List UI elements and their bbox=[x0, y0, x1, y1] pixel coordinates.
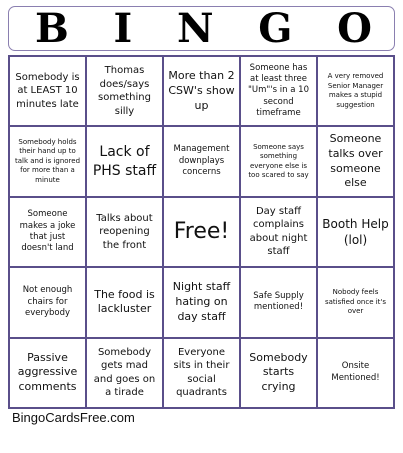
cell-text: A very removed Senior Manager makes a stupid suggestion bbox=[327, 72, 384, 109]
bingo-cell-r3-c5[interactable] bbox=[317, 197, 394, 267]
cell-text: Somebody is at LEAST 10 minutes late bbox=[15, 71, 80, 110]
bingo-cell-r3-c1[interactable] bbox=[9, 197, 86, 267]
bingo-cell-r4-c4[interactable] bbox=[240, 267, 317, 337]
cell-text: Someone makes a joke that just doesn't land bbox=[19, 209, 76, 254]
cell-text: Passive aggressive comments bbox=[17, 350, 78, 394]
cell-text: Everyone sits in their social quadrants bbox=[173, 346, 230, 399]
cell-text: Somebody starts crying bbox=[249, 350, 308, 394]
header-letter-n: N bbox=[176, 4, 214, 52]
bingo-cell-r5-c2[interactable] bbox=[86, 338, 163, 408]
bingo-cell-free[interactable] bbox=[163, 197, 240, 267]
cell-text: Someone talks over someone else bbox=[328, 131, 383, 190]
cell-text: The food is lackluster bbox=[94, 287, 155, 316]
bingo-cell-r1-c2[interactable] bbox=[86, 56, 163, 126]
bingo-cell-r4-c5[interactable] bbox=[317, 267, 394, 337]
cell-text: Nobody feels satisfied once it's over bbox=[324, 288, 387, 316]
header-letter-i: I bbox=[113, 4, 133, 52]
bingo-cell-r2-c4[interactable] bbox=[240, 126, 317, 196]
bingo-cell-r4-c1[interactable] bbox=[9, 267, 86, 337]
bingo-cell-r5-c3[interactable] bbox=[163, 338, 240, 408]
bingo-header bbox=[8, 6, 395, 51]
cell-text: Someone says something everyone else is too scared to say bbox=[248, 142, 309, 180]
bingo-cell-r2-c1[interactable] bbox=[9, 126, 86, 196]
cell-text: Somebody holds their hand up to talk and is ignored for more than a minute bbox=[14, 138, 81, 184]
header-letter-b: B bbox=[35, 4, 69, 52]
cell-text: Someone has at least three "Um"'s in a 10 second timeframe bbox=[248, 62, 309, 119]
bingo-cell-r2-c2[interactable] bbox=[86, 126, 163, 196]
cell-text: Lack of PHS staff bbox=[92, 143, 157, 179]
bingo-cell-r4-c3[interactable] bbox=[163, 267, 240, 337]
bingo-cell-r3-c2[interactable] bbox=[86, 197, 163, 267]
bingo-cell-r5-c4[interactable] bbox=[240, 338, 317, 408]
bingo-cell-r5-c5[interactable] bbox=[317, 338, 394, 408]
bingo-cell-r5-c1[interactable] bbox=[9, 338, 86, 408]
free-space-text: Free! bbox=[173, 219, 230, 245]
bingo-grid bbox=[8, 55, 395, 409]
bingo-cell-r1-c5[interactable] bbox=[317, 56, 394, 126]
site-credit: BingoCardsFree.com bbox=[12, 410, 135, 425]
cell-text: Not enough chairs for everybody bbox=[22, 285, 73, 319]
bingo-cell-r4-c2[interactable] bbox=[86, 267, 163, 337]
header-letter-o: O bbox=[337, 4, 372, 52]
cell-text: Onsite Mentioned! bbox=[331, 361, 380, 383]
bingo-cell-r1-c4[interactable] bbox=[240, 56, 317, 126]
cell-text: Management downplays concerns bbox=[173, 144, 230, 178]
cell-text: Booth Help (lol) bbox=[322, 216, 389, 247]
cell-text: More than 2 CSW's show up bbox=[168, 68, 235, 112]
bingo-cell-r1-c3[interactable] bbox=[163, 56, 240, 126]
cell-text: Day staff complains about night staff bbox=[249, 205, 308, 258]
header-letter-g: G bbox=[258, 4, 293, 52]
cell-text: Talks about reopening the front bbox=[96, 212, 153, 251]
cell-text: Thomas does/says something silly bbox=[98, 65, 151, 117]
cell-text: Somebody gets mad and goes on a tirade bbox=[93, 346, 156, 399]
bingo-cell-r2-c5[interactable] bbox=[317, 126, 394, 196]
bingo-cell-r1-c1[interactable] bbox=[9, 56, 86, 126]
bingo-cell-r2-c3[interactable] bbox=[163, 126, 240, 196]
cell-text: Night staff hating on day staff bbox=[172, 280, 231, 323]
cell-text: Safe Supply mentioned! bbox=[253, 290, 304, 313]
bingo-cell-r3-c4[interactable] bbox=[240, 197, 317, 267]
